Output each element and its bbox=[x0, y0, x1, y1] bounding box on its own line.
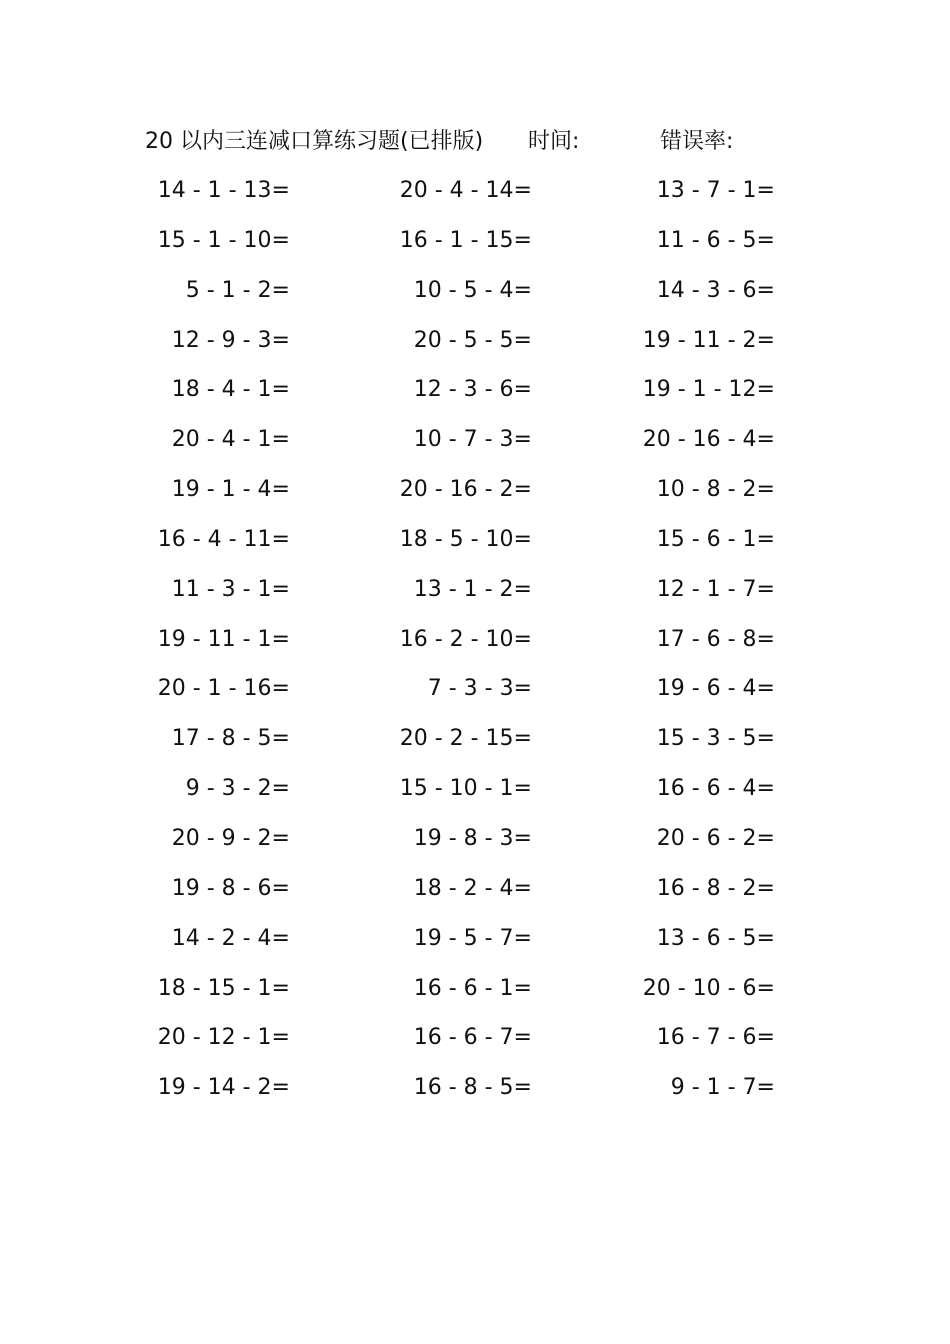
problem-item: 20 - 6 - 2= bbox=[656, 825, 775, 851]
problem-item: 12 - 9 - 3= bbox=[171, 327, 290, 353]
problem-item: 20 - 4 - 14= bbox=[399, 178, 532, 203]
error-rate-label: 错误率: bbox=[660, 129, 734, 154]
problem-item: 19 - 14 - 2= bbox=[157, 1075, 290, 1101]
problem-item: 20 - 5 - 5= bbox=[413, 327, 532, 353]
problem-item: 13 - 6 - 5= bbox=[656, 925, 775, 951]
problem-item: 20 - 9 - 2= bbox=[171, 825, 290, 851]
problem-item: 19 - 11 - 2= bbox=[642, 327, 775, 353]
problem-item: 19 - 5 - 7= bbox=[413, 925, 532, 951]
problem-item: 16 - 8 - 5= bbox=[413, 1075, 532, 1101]
problem-item: 15 - 1 - 10= bbox=[157, 227, 290, 253]
problem-item: 14 - 1 - 13= bbox=[157, 178, 290, 203]
time-label: 时间: bbox=[528, 129, 580, 154]
problem-item: 13 - 1 - 2= bbox=[413, 576, 532, 602]
problem-item: 11 - 3 - 1= bbox=[171, 576, 290, 602]
problem-item: 19 - 1 - 12= bbox=[642, 377, 775, 403]
problem-item: 12 - 1 - 7= bbox=[656, 576, 775, 602]
problem-item: 15 - 6 - 1= bbox=[656, 526, 775, 552]
problem-item: 9 - 3 - 2= bbox=[185, 776, 290, 802]
problem-column-3 bbox=[605, 174, 775, 1121]
problem-item: 5 - 1 - 2= bbox=[185, 277, 290, 303]
problem-item: 20 - 10 - 6= bbox=[642, 975, 775, 1001]
problem-item: 18 - 4 - 1= bbox=[171, 377, 290, 403]
problem-item: 14 - 3 - 6= bbox=[656, 277, 775, 303]
problem-item: 18 - 15 - 1= bbox=[157, 975, 290, 1001]
problem-item: 16 - 1 - 15= bbox=[399, 227, 532, 253]
problem-item: 19 - 6 - 4= bbox=[656, 676, 775, 702]
problem-item: 10 - 7 - 3= bbox=[413, 427, 532, 453]
problem-item: 19 - 8 - 3= bbox=[413, 825, 532, 851]
problem-column-2 bbox=[362, 174, 532, 1121]
problem-item: 18 - 2 - 4= bbox=[413, 875, 532, 901]
worksheet-title: 20 以内三连减口算练习题(已排版) bbox=[145, 129, 484, 154]
problem-item: 16 - 6 - 4= bbox=[656, 776, 775, 802]
problem-item: 16 - 6 - 7= bbox=[413, 1025, 532, 1051]
worksheet-header bbox=[0, 126, 950, 158]
problem-item: 16 - 6 - 1= bbox=[413, 975, 532, 1001]
problem-item: 12 - 3 - 6= bbox=[413, 377, 532, 403]
problem-item: 15 - 3 - 5= bbox=[656, 726, 775, 752]
problem-item: 11 - 6 - 5= bbox=[656, 227, 775, 253]
problem-item: 20 - 1 - 16= bbox=[157, 676, 290, 702]
problem-item: 14 - 2 - 4= bbox=[171, 925, 290, 951]
problem-item: 20 - 16 - 2= bbox=[399, 477, 532, 503]
problem-item: 17 - 8 - 5= bbox=[171, 726, 290, 752]
problem-column-1 bbox=[120, 174, 290, 1121]
problem-item: 7 - 3 - 3= bbox=[427, 676, 532, 702]
problem-item: 16 - 7 - 6= bbox=[656, 1025, 775, 1051]
problem-item: 20 - 4 - 1= bbox=[171, 427, 290, 453]
problem-item: 9 - 1 - 7= bbox=[670, 1075, 775, 1101]
problem-item: 19 - 8 - 6= bbox=[171, 875, 290, 901]
problem-item: 13 - 7 - 1= bbox=[656, 178, 775, 203]
problem-item: 20 - 16 - 4= bbox=[642, 427, 775, 453]
problem-item: 20 - 2 - 15= bbox=[399, 726, 532, 752]
problem-item: 15 - 10 - 1= bbox=[399, 776, 532, 802]
problem-item: 10 - 5 - 4= bbox=[413, 277, 532, 303]
problem-item: 17 - 6 - 8= bbox=[656, 626, 775, 652]
problem-item: 16 - 2 - 10= bbox=[399, 626, 532, 652]
problem-item: 19 - 1 - 4= bbox=[171, 477, 290, 503]
problem-item: 18 - 5 - 10= bbox=[399, 526, 532, 552]
problem-item: 16 - 4 - 11= bbox=[157, 526, 290, 552]
problem-item: 16 - 8 - 2= bbox=[656, 875, 775, 901]
problem-item: 10 - 8 - 2= bbox=[656, 477, 775, 503]
problem-item: 20 - 12 - 1= bbox=[157, 1025, 290, 1051]
problem-item: 19 - 11 - 1= bbox=[157, 626, 290, 652]
